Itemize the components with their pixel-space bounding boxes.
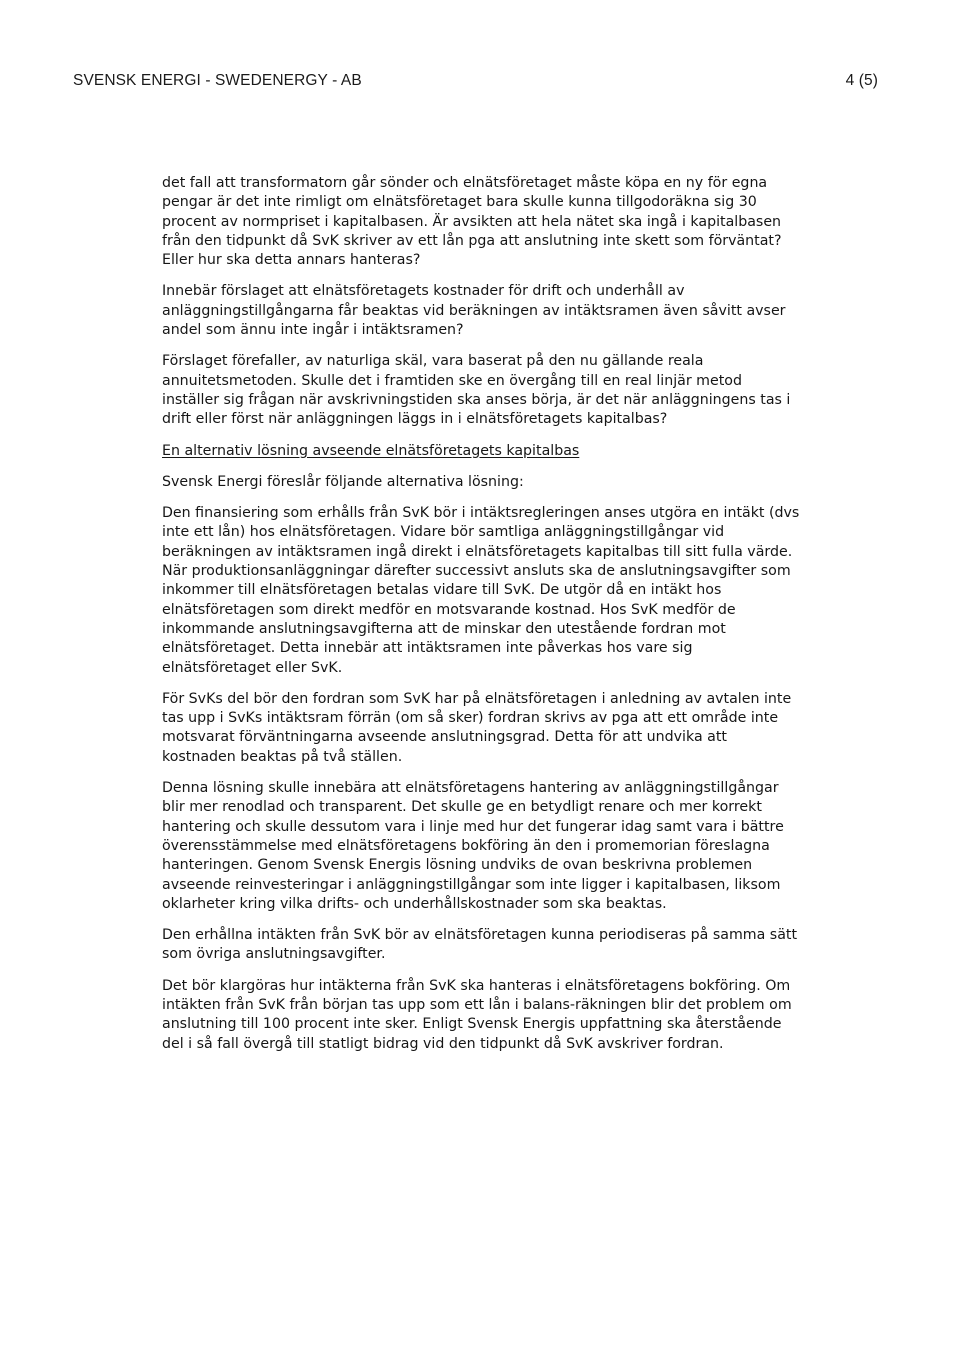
paragraph: det fall att transformatorn går sönder och elnätsföretaget måste köpa en ny för egna pengar är det inte rimligt om elnätsföretaget bara skulle kunna tillgodoräkna sig 30 procent av normpriset i kapitalbasen. Är avsikten att hela nätet ska ingå i kapitalbasen från den tidpunkt då SvK skriver av ett lån pga att anslutning inte skett som förväntat? Eller hur ska detta annars hanteras? bbox=[162, 175, 782, 269]
paragraph: Den erhållna intäkten från SvK bör av elnätsföretagen kunna periodiseras på samma sätt som övriga anslutningsavgifter. bbox=[162, 927, 798, 963]
paragraph: Förslaget förefaller, av naturliga skäl, vara baserat på den nu gällande reala annuitetsmetoden. Skulle det i framtiden ske en övergång till en real linjär metod inställer sig frågan när avskrivningstiden ska anses börja, är det när anläggningens tas i drift eller först när anläggningen läggs in i elnätsföretagets kapitalbas? bbox=[162, 353, 791, 428]
page-number: 4 (5) bbox=[845, 72, 878, 89]
paragraph: För SvKs del bör den fordran som SvK har på elnätsföretagen i anledning av avtalen inte tas upp i SvKs intäktsram förrän (om så sker) fordran skrivs av pga att ett område inte motsvarat förväntningarna avseende anslutningsgrad. Detta för att undvika att kostnaden beaktas på två ställen. bbox=[162, 690, 792, 765]
paragraph: Svensk Energi föreslår följande alternativa lösning: bbox=[162, 473, 524, 490]
paragraph: Den finansiering som erhålls från SvK bör i intäktsregleringen anses utgöra en intäkt (dvs inte ett lån) hos elnätsföretagen. Vidare bör samtliga anläggningstillgångar vid beräkningen av intäktsramen ingå direkt i elnätsföretagets kapitalbas till sitt fulla värde. När produktionsanläggningar därefter successivt ansluts ska de anslutningsavgifter som inkommer till elnätsföretagen betalas vidare till SvK. De utgör då en intäkt hos elnätsföretagen som direkt medför en motsvarande kostnad. Hos SvK medför de inkommande anslutningsavgifterna att de minskar den utestående fordran mot elnätsföretaget. Detta innebär att intäktsramen inte påverkas hos vare sig elnätsföretaget eller SvK. bbox=[162, 505, 800, 676]
paragraph: Innebär förslaget att elnätsföretagets kostnader för drift och underhåll av anläggningstillgångarna får beaktas vid beräkningen av intäktsramen även såvitt avser andel som ännu inte ingår i intäktsramen? bbox=[162, 283, 786, 339]
paragraph: Denna lösning skulle innebära att elnätsföretagens hantering av anläggningstillgångar blir mer renodlad och transparent. Det skulle ge en betydligt renare och mer korrekt hantering och skulle dessutom vara i linje med hur det fungerar idag samt vara i bättre överensstämmelse med elnätsföretagens bokföring än den i promemorian föreslagna hanteringen. Genom Svensk Energis lösning undviks de ovan beskrivna problemen avseende reinvesteringar i anläggningstillgångar som inte ligger i kapitalbasen, liksom oklarheter kring vilka drifts- och underhållskostnader som ska beaktas. bbox=[162, 780, 784, 912]
organization-name: SVENSK ENERGI - SWEDENERGY - AB bbox=[73, 72, 362, 89]
paragraph: Det bör klargöras hur intäkterna från SvK ska hanteras i elnätsföretagens bokföring. Om intäkten från SvK från början tas upp som ett lån i balans-räkningen blir det problem om anslutning till 100 procent inte sker. Enligt Svensk Energis uppfattning ska återstående del i så fall övergå till statligt bidrag vid den tidpunkt då SvK avskriver fordran. bbox=[162, 977, 792, 1052]
section-heading: En alternativ lösning avseende elnätsföretagets kapitalbas bbox=[162, 442, 580, 459]
page-header bbox=[73, 72, 878, 94]
document-body bbox=[162, 174, 802, 1066]
